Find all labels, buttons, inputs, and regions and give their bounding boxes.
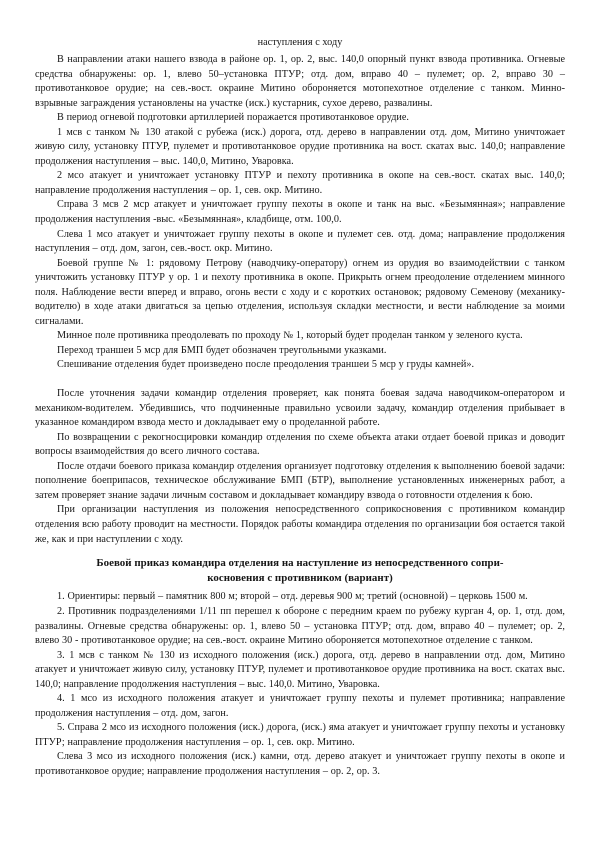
paragraph: 5. Справа 2 мсо из исходного положения (иск.) дорога, (иск.) яма атакует и уничтожает группу пехоты и установку ПТУР; направление продолжения наступления – ор. 1, сев. окр. Митино. (35, 722, 565, 748)
paragraph: 4. 1 мсо из исходного положения атакует и уничтожает группу пехоты и пулемет противника; направление продолжения наступления – отд. дом, загон. (35, 693, 565, 719)
paragraph: Справа 3 мсв 2 мср атакует и уничтожает группу пехоты в окопе и танк на выс. «Безымянная»; направление продолжения наступления -выс. «Безымянная», кладбище, отм. 100,0. (35, 199, 565, 226)
section-heading-line-2: косновения с противником (вариант) (207, 572, 393, 585)
document-text-column (35, 36, 565, 840)
page-bottom-margin (35, 780, 565, 840)
paragraph: 2. Противник подразделениями 1/11 пп перешел к обороне с передним краем по рубежу курган 4, ор. 1, отд. дом, развалины. Огневые средства обнаружены: ор. 1, влево 50 – установка ПТУР; отд. дом, вправо 40 – пулемет; ор. 2, влево 30 - противотанковое орудие; на сев.-вост. окраине Митино обороняется мотопехотное отделение с танком. (35, 606, 565, 647)
paragraph: Слева 1 мсо атакует и уничтожает группу пехоты в окопе и пулемет сев. отд. дома; направление продолжения наступления – отд. дом, загон, сев.-вост. окр. Митино. (35, 228, 565, 255)
paragraph: Переход траншеи 5 мср для БМП будет обозначен треугольными указками. (57, 344, 387, 356)
paragraph: 2 мсо атакует и уничтожает установку ПТУР и пехоту противника в окопе на сев.-вост. скатах выс. 140,0; направление продолжения наступления – ор. 1, сев. окр. Митино. (35, 170, 565, 196)
paragraph: При организации наступления из положения непосредственного соприкосновения с противником командир отделения всю работу проводит на местности. Порядок работы командира отделения по организации боя остается такой же, как и при наступлении с ходу. (35, 504, 565, 545)
paragraph: После отдачи боевого приказа командир отделения организует подготовку отделения к выполнению боевой задачи: пополнение боеприпасов, техническое обслуживание БМП (БТР), выполнение установленных инженерных работ, а затем проверяет знание задачи личным составом и докладывает командиру взвода о готовности отделения к бою. (35, 460, 565, 501)
paragraph: В направлении атаки нашего взвода в районе ор. 1, ор. 2, выс. 140,0 опорный пункт взвода противника. Огневые средства обнаружены: ор. 1, влево 50–установка ПТУР; отд. дом, вправо 40 – пулемет; ор. 2, вправо 30 – противотанковое орудие; на сев.-вост. окраине Митино обороняется мотопехотное отделение с танком. Минно-взрывные заграждения установлены на участке (иск.) кустарник, сухое дерево, развалины. (35, 54, 565, 109)
paragraph: 1. Ориентиры: первый – памятник 800 м; второй – отд. деревья 900 м; третий (основной) – церковь 1500 м. (57, 591, 528, 603)
paragraph: Слева 3 мсо из исходного положения (иск.) камни, отд. дерево атакует и уничтожает группу пехоты в окопе и противотанковое орудие; направление продолжения наступления – ор. 2, ор. 3. (35, 751, 565, 778)
paragraph: Минное поле противника преодолевать по проходу № 1, который будет проделан танком у зеленого куста. (57, 330, 523, 342)
paragraph: По возвращении с рекогносцировки командир отделения по схеме объекта атаки отдает боевой приказ и доводит вопросы взаимодействия до всего личного состава. (35, 431, 565, 458)
paragraph: В период огневой подготовки артиллерией поражается противотанковое орудие. (57, 112, 409, 124)
section-heading-block (35, 556, 565, 586)
paragraph: После уточнения задачи командир отделения проверяет, как понята боевая задача наводчиком-оператором и механиком-водителем. Убедившись, что подчиненные правильно усвоили задачу, командир отделения прибывает в указанное командиром взвода место и докладывает ему о проделанной работе. (35, 388, 565, 429)
section-heading-line-1: Боевой приказ командира отделения на наступление из непосредственного сопри- (96, 557, 504, 570)
paragraph: Спешивание отделения будет произведено после преодоления траншеи 5 мср у груды камней». (57, 359, 475, 371)
paragraph: 1 мсв с танком № 130 атакой с рубежа (иск.) дорога, отд. дерево в направлении отд. дом, Митино уничтожает живую силу, установку ПТУР, пулемет и противотанковое орудие противника на вост. скатах выс. 140,0; направление продолжения наступления – выс. 140,0, Митино, Уваровка. (35, 126, 565, 167)
running-head: наступления с ходу (257, 37, 343, 48)
paragraph: Боевой группе № 1: рядовому Петрову (наводчику-оператору) огнем из орудия во взаимодействии с танком уничтожить установку ПТУР у ор. 1 и пехоту противника в окопе. Прикрыть огнем преодоление отделением минного поля. Наблюдение вести вперед и вправо, огонь вести с ходу и с коротких остановок; рядовому Семенову (механику-водителю) в ходе атаки двигаться за цепью отделения, используя складки местности, и вести наблюдение за моими сигналами. (35, 257, 565, 327)
paragraph-spacer (35, 373, 565, 387)
paragraph: 3. 1 мсв с танком № 130 из исходного положения (иск.) дорога, отд. дерево в направлении отд. дом, Митино атакует и уничтожает живую силу, установку ПТУР, пулемет и противотанковое орудие противника на вост. скатах выс. 140,0; направление продолжения наступления – выс. 140,0. Митино, Уваровка. (35, 649, 565, 690)
